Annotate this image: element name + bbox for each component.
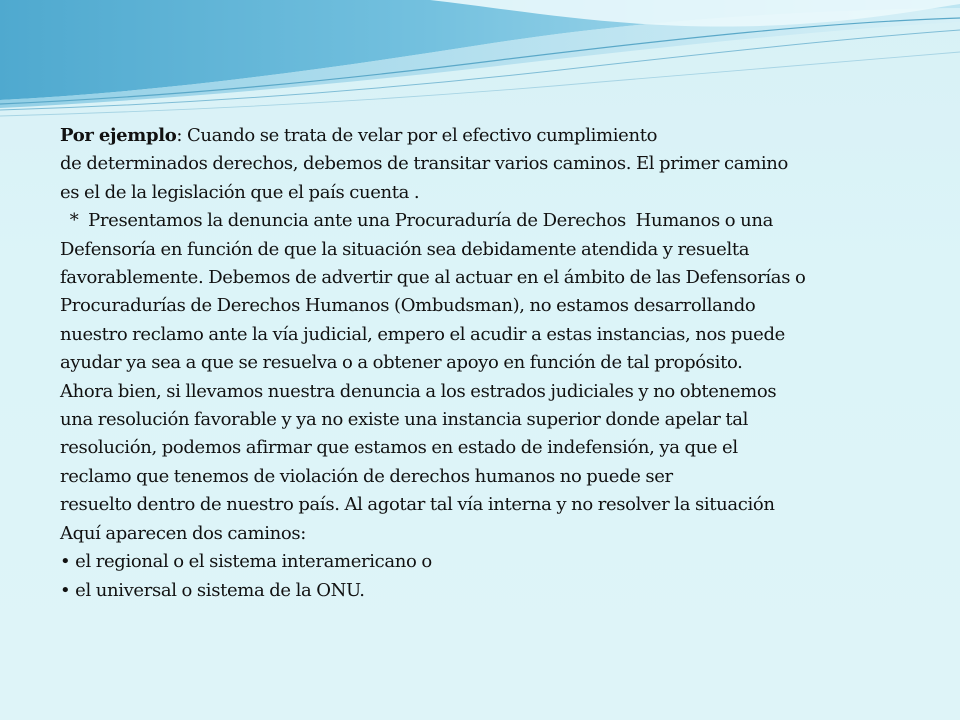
text-line-first (60, 122, 920, 150)
text-line: Procuradurías de Derechos Humanos (Ombudsman), no estamos desarrollando (60, 295, 756, 317)
bullet-item: • el universal o sistema de la ONU. (60, 579, 365, 601)
text-line: Ahora bien, si llevamos nuestra denuncia a los estrados judiciales y no obtenemos (60, 380, 777, 402)
text-line: favorablemente. Debemos de advertir que al actuar en el ámbito de las Defensorías o (60, 267, 806, 289)
slide-body-text (60, 122, 920, 605)
text-line: : Cuando se trata de velar por el efectivo cumplimiento (176, 125, 658, 146)
text-line: Aquí aparecen dos caminos: (60, 522, 306, 544)
text-line: reclamo que tenemos de violación de derechos humanos no puede ser (60, 465, 673, 487)
text-line: resolución, podemos afirmar que estamos en estado de indefensión, ya que el (60, 437, 738, 459)
text-line: de determinados derechos, debemos de transitar varios caminos. El primer camino (60, 153, 788, 175)
text-line: es el de la legislación que el país cuenta . (60, 181, 420, 203)
text-line: Defensoría en función de que la situación sea debidamente atendida y resuelta (60, 238, 750, 260)
lead-label: Por ejemplo (60, 125, 177, 146)
text-line: nuestro reclamo ante la vía judicial, empero el acudir a estas instancias, nos puede (60, 323, 785, 345)
text-line: ayudar ya sea a que se resuelva o a obtener apoyo en función de tal propósito. (60, 352, 743, 374)
text-line: una resolución favorable y ya no existe una instancia superior donde apelar tal (60, 409, 749, 431)
wave-header-decoration (0, 0, 960, 125)
text-line: resuelto dentro de nuestro país. Al agotar tal vía interna y no resolver la situación (60, 494, 775, 516)
text-line: * Presentamos la denuncia ante una Procuraduría de Derechos Humanos o una (60, 210, 774, 232)
bullet-item: • el regional o el sistema interamericano o (60, 551, 432, 573)
